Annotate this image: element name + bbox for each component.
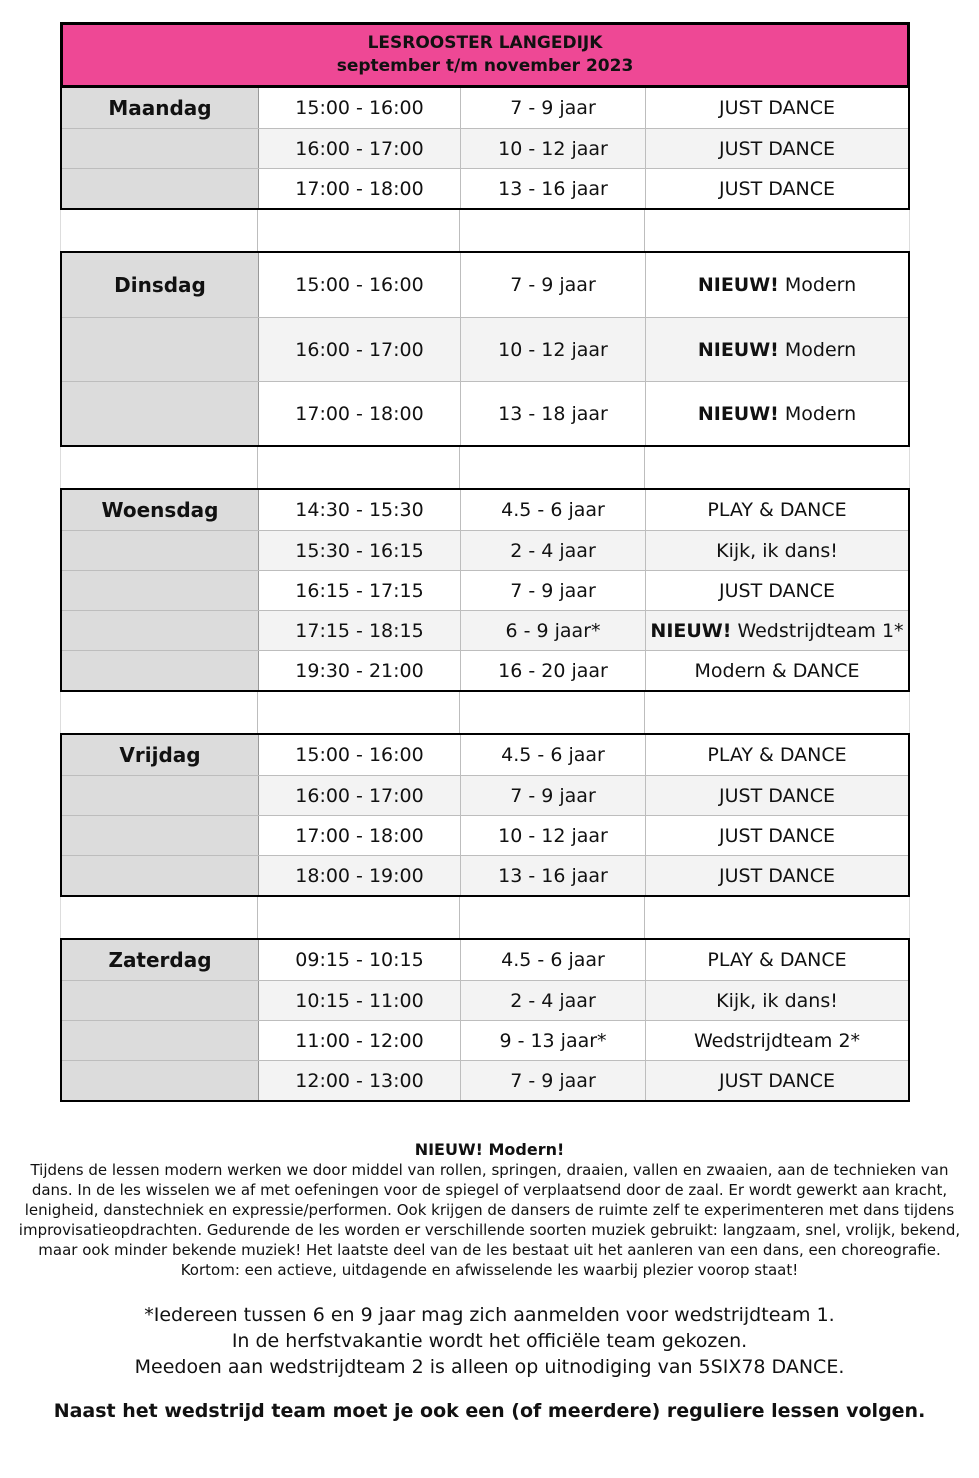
schedule-row (62, 128, 908, 168)
age-cell: 4.5 - 6 jaar (461, 490, 646, 530)
schedule-row (62, 1060, 908, 1100)
day-blocks (60, 88, 910, 1102)
schedule-row (62, 570, 908, 610)
time-cell: 17:00 - 18:00 (259, 382, 461, 445)
schedule-header (60, 22, 910, 88)
time-cell: 12:00 - 13:00 (259, 1061, 461, 1100)
age-cell: 10 - 12 jaar (461, 129, 646, 168)
class-name: Wedstrijdteam 2* (693, 1029, 861, 1052)
spacer-cell (61, 897, 258, 938)
spacer-cell (460, 210, 645, 251)
time-cell: 15:00 - 16:00 (259, 253, 461, 317)
day-cell (62, 816, 259, 855)
spacer-cell (645, 692, 909, 733)
schedule-row (62, 735, 908, 775)
spacer-cell (258, 210, 460, 251)
schedule-table (60, 22, 910, 1102)
new-badge: NIEUW! (697, 402, 779, 425)
day-cell (62, 382, 259, 445)
schedule-row (62, 88, 908, 128)
spacer-cell (645, 210, 909, 251)
class-cell (646, 531, 908, 570)
day-block (60, 488, 910, 692)
class-cell (646, 382, 908, 445)
class-name: JUST DANCE (719, 97, 835, 119)
day-cell (62, 651, 259, 690)
day-block (60, 938, 910, 1102)
day-block (60, 251, 910, 447)
schedule-row (62, 855, 908, 895)
schedule-row (62, 253, 908, 317)
day-cell (62, 129, 259, 168)
spacer-cell (460, 692, 645, 733)
time-cell: 18:00 - 19:00 (259, 856, 461, 895)
time-cell: 10:15 - 11:00 (259, 981, 461, 1020)
class-cell (646, 776, 908, 815)
schedule-row (62, 940, 908, 980)
time-cell: 16:15 - 17:15 (259, 571, 461, 610)
spacer-cell (258, 897, 460, 938)
class-cell (646, 129, 908, 168)
spacer-row (60, 692, 910, 733)
day-cell (62, 571, 259, 610)
schedule-row (62, 775, 908, 815)
age-cell: 7 - 9 jaar (461, 1061, 646, 1100)
schedule-row (62, 815, 908, 855)
spacer-cell (645, 897, 909, 938)
spacer-cell (61, 692, 258, 733)
age-cell: 9 - 13 jaar* (461, 1021, 646, 1060)
day-cell (62, 318, 259, 381)
time-cell: 16:00 - 17:00 (259, 776, 461, 815)
class-cell (646, 571, 908, 610)
day-cell: Dinsdag (62, 253, 259, 317)
new-badge: NIEUW! (650, 619, 732, 642)
day-cell: Maandag (62, 88, 259, 128)
class-name: PLAY & DANCE (707, 949, 847, 971)
spacer-cell (460, 447, 645, 488)
spacer-cell (258, 692, 460, 733)
day-cell (62, 776, 259, 815)
class-cell (646, 253, 908, 317)
day-cell (62, 531, 259, 570)
time-cell: 09:15 - 10:15 (259, 940, 461, 980)
age-cell: 10 - 12 jaar (461, 318, 646, 381)
new-badge: NIEUW! (697, 338, 779, 361)
class-name: Kijk, ik dans! (716, 539, 838, 562)
day-cell (62, 169, 259, 208)
info-text: Tijdens de lessen modern werken we door middel van rollen, springen, draaien, vallen en zwaaien, aan de technieken van dans. In de les wisselen we af met oefeningen voor de spiegel of verplaatsend door de zaal. Er wordt gewerkt aan kracht, lenigheid, danstechniek en expressie/performen. Ook krijgen de dansers de ruimte zelf te experimenteren met dans tijdens improvisatieopdrachten. Gedurende de les worden er verschillende soorten muziek gebruikt: langzaam, snel, vrolijk, bekend, maar ook minder bekende muziek! Het laatste deel van de les bestaat uit het aanleren van een dans, een choreografie. Kortom: een actieve, uitdagende en afwisselende les waarbij plezier voorop staat! (18, 1161, 961, 1279)
age-cell: 13 - 18 jaar (461, 382, 646, 445)
notes (0, 1302, 979, 1380)
class-name: JUST DANCE (719, 579, 835, 602)
day-block (60, 733, 910, 897)
time-cell: 17:00 - 18:00 (259, 816, 461, 855)
info-section (0, 1140, 979, 1422)
class-cell (646, 490, 908, 530)
schedule-row (62, 610, 908, 650)
class-name: Kijk, ik dans! (716, 989, 838, 1012)
time-cell: 15:30 - 16:15 (259, 531, 461, 570)
time-cell: 14:30 - 15:30 (259, 490, 461, 530)
day-cell (62, 611, 259, 650)
class-name: Modern (784, 338, 857, 361)
class-name: JUST DANCE (719, 864, 835, 887)
spacer-cell (645, 447, 909, 488)
class-name: PLAY & DANCE (707, 744, 847, 766)
class-name: JUST DANCE (719, 177, 835, 200)
time-cell: 19:30 - 21:00 (259, 651, 461, 690)
note-line: In de herfstvakantie wordt het officiële team gekozen. (231, 1330, 748, 1352)
class-cell (646, 940, 908, 980)
spacer-row (60, 897, 910, 938)
info-title: NIEUW! Modern! (414, 1140, 565, 1159)
spacer-cell (258, 447, 460, 488)
age-cell: 7 - 9 jaar (461, 571, 646, 610)
class-name: Modern (784, 274, 857, 296)
age-cell: 13 - 16 jaar (461, 856, 646, 895)
time-cell: 15:00 - 16:00 (259, 88, 461, 128)
day-cell (62, 856, 259, 895)
schedule-row (62, 317, 908, 381)
class-name: JUST DANCE (719, 824, 835, 847)
day-cell: Zaterdag (62, 940, 259, 980)
age-cell: 7 - 9 jaar (461, 253, 646, 317)
class-name: Modern (784, 402, 857, 425)
time-cell: 16:00 - 17:00 (259, 129, 461, 168)
class-cell (646, 981, 908, 1020)
day-block (60, 88, 910, 210)
day-cell: Woensdag (62, 490, 259, 530)
spacer-row (60, 447, 910, 488)
spacer-cell (460, 897, 645, 938)
day-cell (62, 981, 259, 1020)
class-name: JUST DANCE (719, 1069, 835, 1092)
schedule-row (62, 530, 908, 570)
new-badge: NIEUW! (697, 274, 779, 296)
class-cell (646, 1061, 908, 1100)
age-cell: 7 - 9 jaar (461, 776, 646, 815)
age-cell: 2 - 4 jaar (461, 531, 646, 570)
class-cell (646, 88, 908, 128)
time-cell: 11:00 - 12:00 (259, 1021, 461, 1060)
class-cell (646, 318, 908, 381)
class-cell (646, 1021, 908, 1060)
age-cell: 10 - 12 jaar (461, 816, 646, 855)
class-cell (646, 611, 908, 650)
closing-note: Naast het wedstrijd team moet je ook een (of meerdere) reguliere lessen volgen. (53, 1400, 926, 1422)
spacer-row (60, 210, 910, 251)
class-cell (646, 735, 908, 775)
class-name: JUST DANCE (719, 784, 835, 807)
schedule-row (62, 381, 908, 445)
schedule-row (62, 1020, 908, 1060)
schedule-period: september t/m november 2023 (336, 56, 634, 76)
age-cell: 13 - 16 jaar (461, 169, 646, 208)
day-cell (62, 1021, 259, 1060)
age-cell: 7 - 9 jaar (461, 88, 646, 128)
schedule-row (62, 168, 908, 208)
class-cell (646, 651, 908, 690)
time-cell: 16:00 - 17:00 (259, 318, 461, 381)
time-cell: 15:00 - 16:00 (259, 735, 461, 775)
schedule-row (62, 650, 908, 690)
age-cell: 2 - 4 jaar (461, 981, 646, 1020)
time-cell: 17:15 - 18:15 (259, 611, 461, 650)
age-cell: 16 - 20 jaar (461, 651, 646, 690)
day-cell (62, 1061, 259, 1100)
schedule-row (62, 980, 908, 1020)
class-cell (646, 816, 908, 855)
age-cell: 6 - 9 jaar* (461, 611, 646, 650)
schedule-title: LESROOSTER LANGEDIJK (367, 33, 603, 53)
class-cell (646, 856, 908, 895)
class-name: Wedstrijdteam 1* (737, 619, 904, 642)
age-cell: 4.5 - 6 jaar (461, 735, 646, 775)
class-name: Modern & DANCE (694, 659, 860, 682)
note-line: Meedoen aan wedstrijdteam 2 is alleen op uitnodiging van 5SIX78 DANCE. (134, 1356, 845, 1378)
class-name: PLAY & DANCE (707, 499, 847, 521)
time-cell: 17:00 - 18:00 (259, 169, 461, 208)
spacer-cell (61, 447, 258, 488)
day-cell: Vrijdag (62, 735, 259, 775)
age-cell: 4.5 - 6 jaar (461, 940, 646, 980)
class-name: JUST DANCE (719, 137, 835, 160)
schedule-row (62, 490, 908, 530)
spacer-cell (61, 210, 258, 251)
note-line: *Iedereen tussen 6 en 9 jaar mag zich aanmelden voor wedstrijdteam 1. (144, 1304, 835, 1326)
class-cell (646, 169, 908, 208)
